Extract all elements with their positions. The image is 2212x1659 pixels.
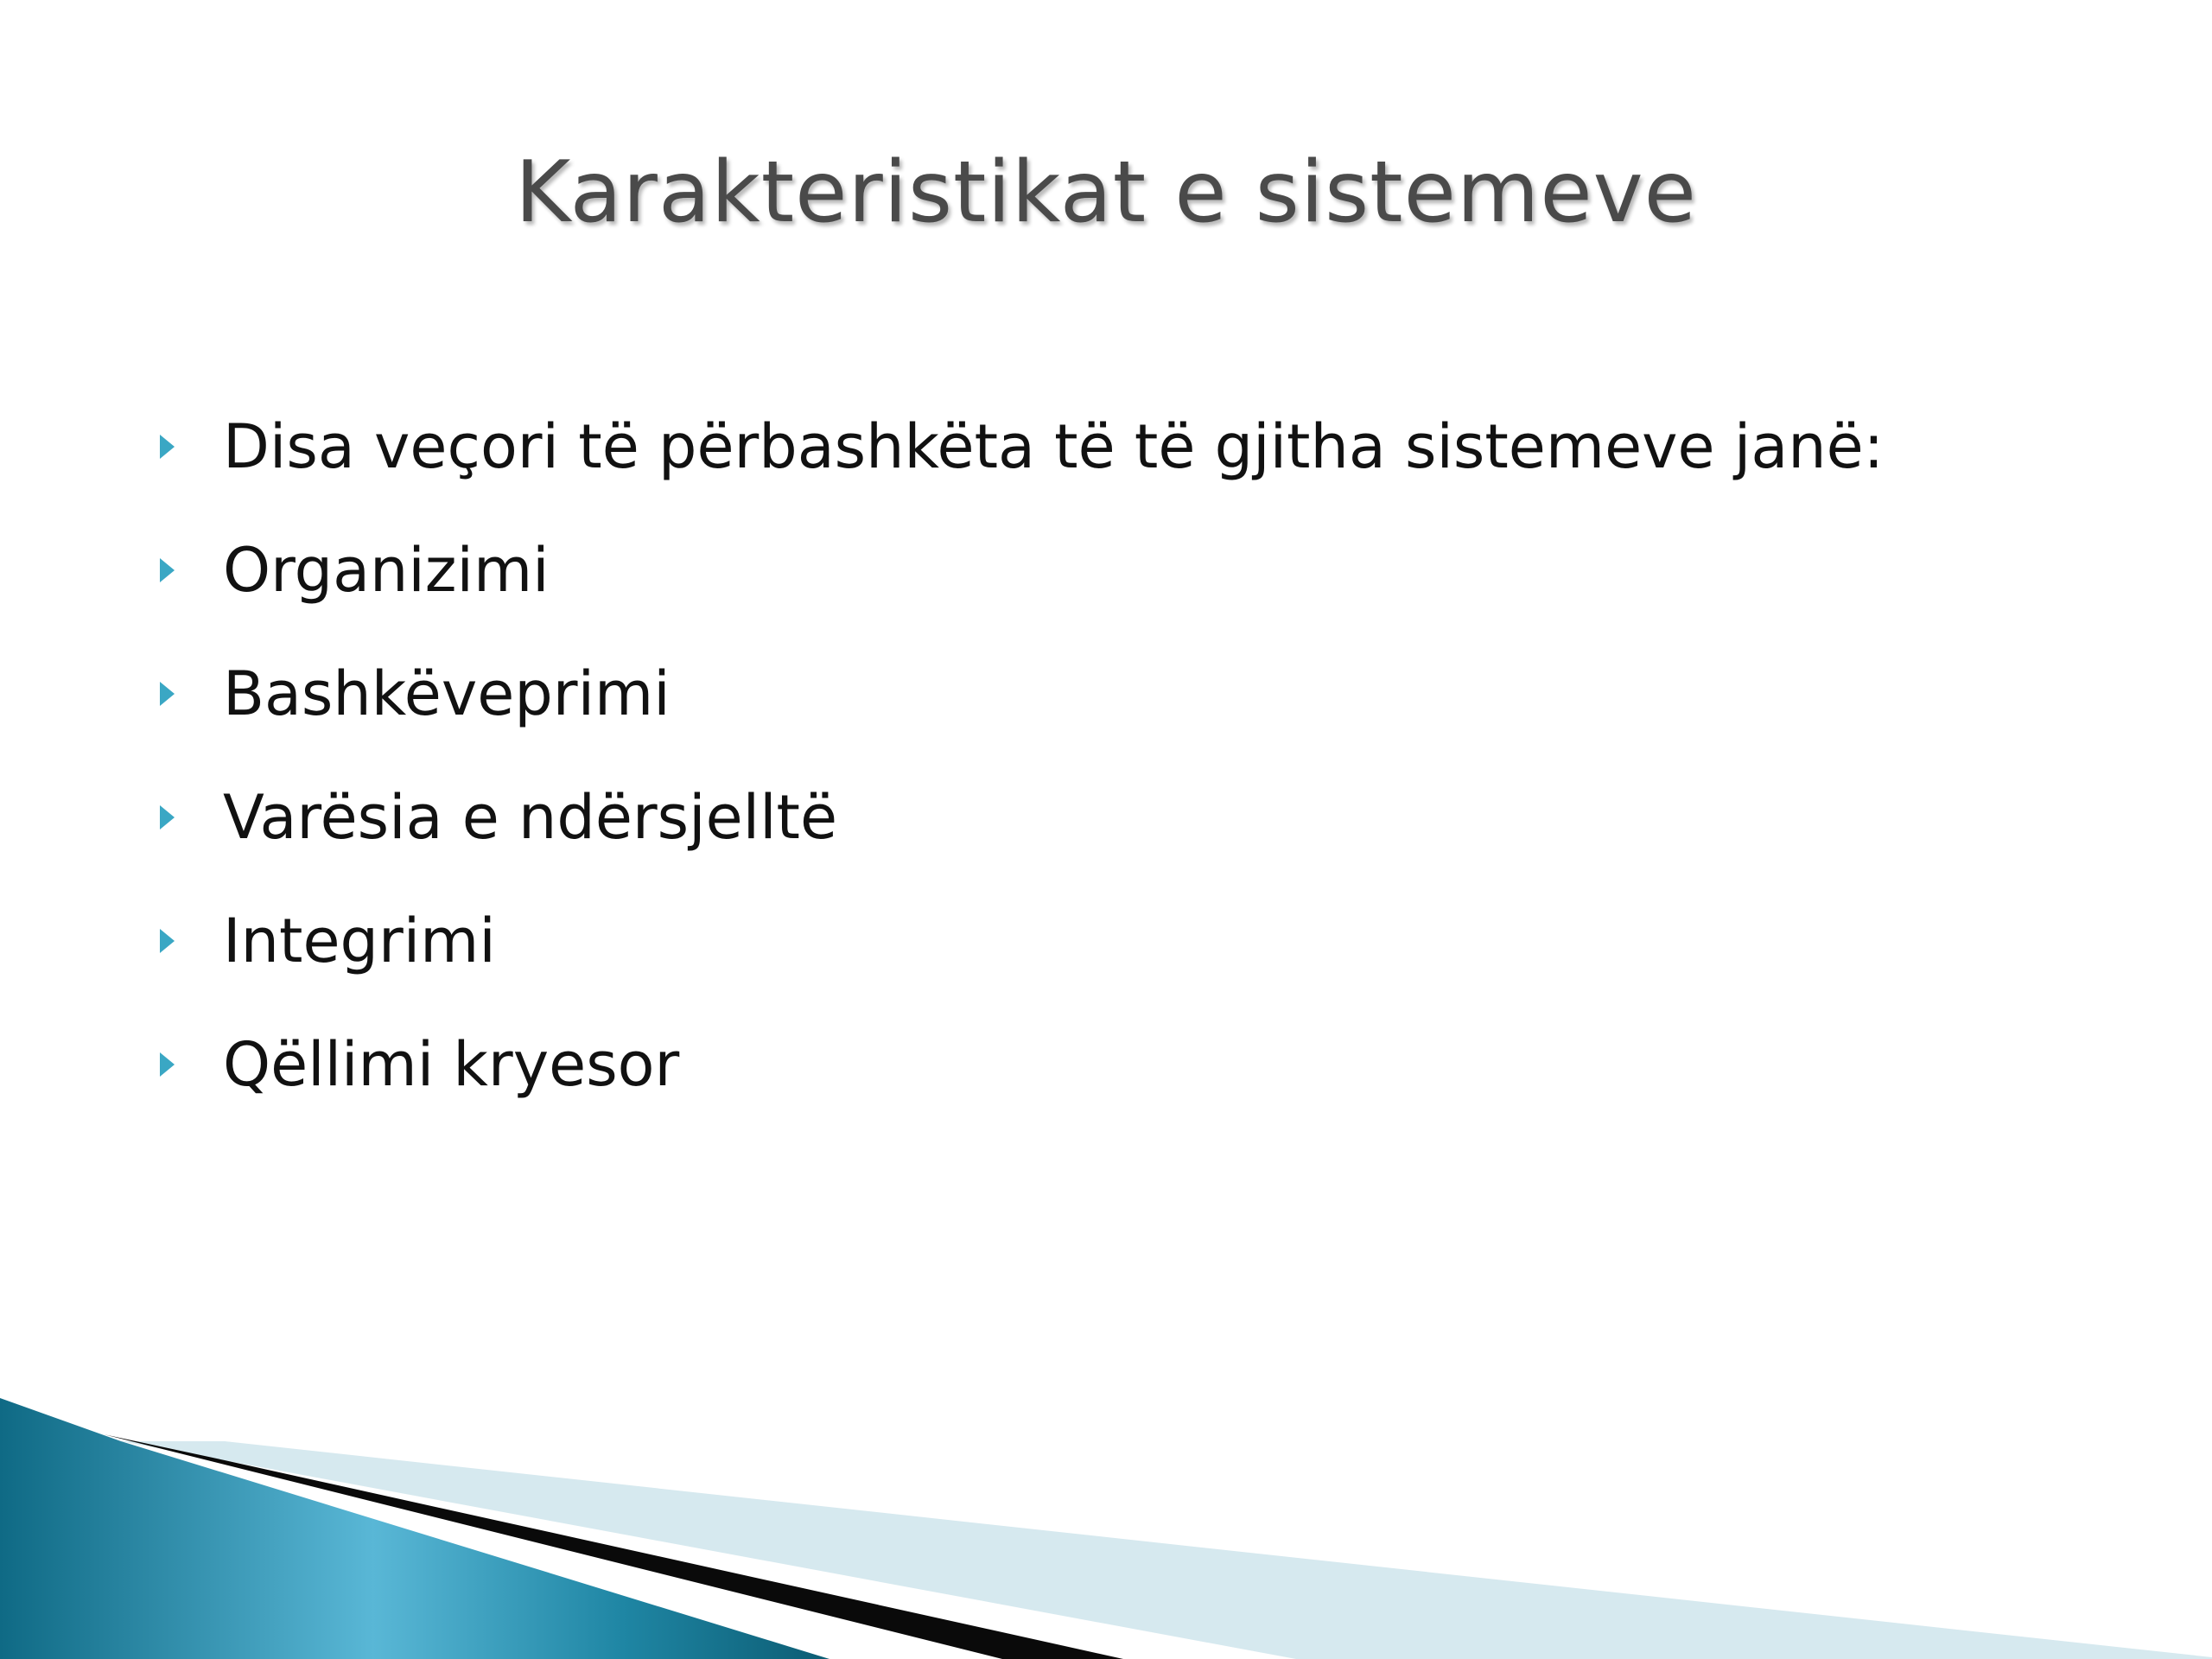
bullet-text: Qëllimi kryesor <box>223 1028 680 1100</box>
bullet-text: Bashkëveprimi <box>223 658 671 729</box>
slide-title: Karakteristikat e sistemeve <box>515 143 1697 242</box>
bullet-text: Varësia e ndërsjelltë <box>223 781 838 853</box>
triangle-bullet-icon <box>160 558 175 582</box>
bullet-text: Disa veçori të përbashkëta të të gjitha sistemeve janë: <box>223 410 1885 482</box>
list-item <box>160 508 1884 632</box>
list-item <box>160 755 1884 879</box>
triangle-bullet-icon <box>160 1052 175 1077</box>
triangle-bullet-icon <box>160 929 175 953</box>
list-item <box>160 879 1884 1002</box>
list-item <box>160 385 1884 508</box>
list-item <box>160 632 1884 755</box>
triangle-bullet-icon <box>160 682 175 706</box>
list-item <box>160 1002 1884 1126</box>
bullet-list <box>160 385 1884 1126</box>
triangle-bullet-icon <box>160 805 175 830</box>
bullet-text: Organizimi <box>223 534 550 606</box>
bullet-text: Integrimi <box>223 905 496 976</box>
triangle-bullet-icon <box>160 435 175 459</box>
